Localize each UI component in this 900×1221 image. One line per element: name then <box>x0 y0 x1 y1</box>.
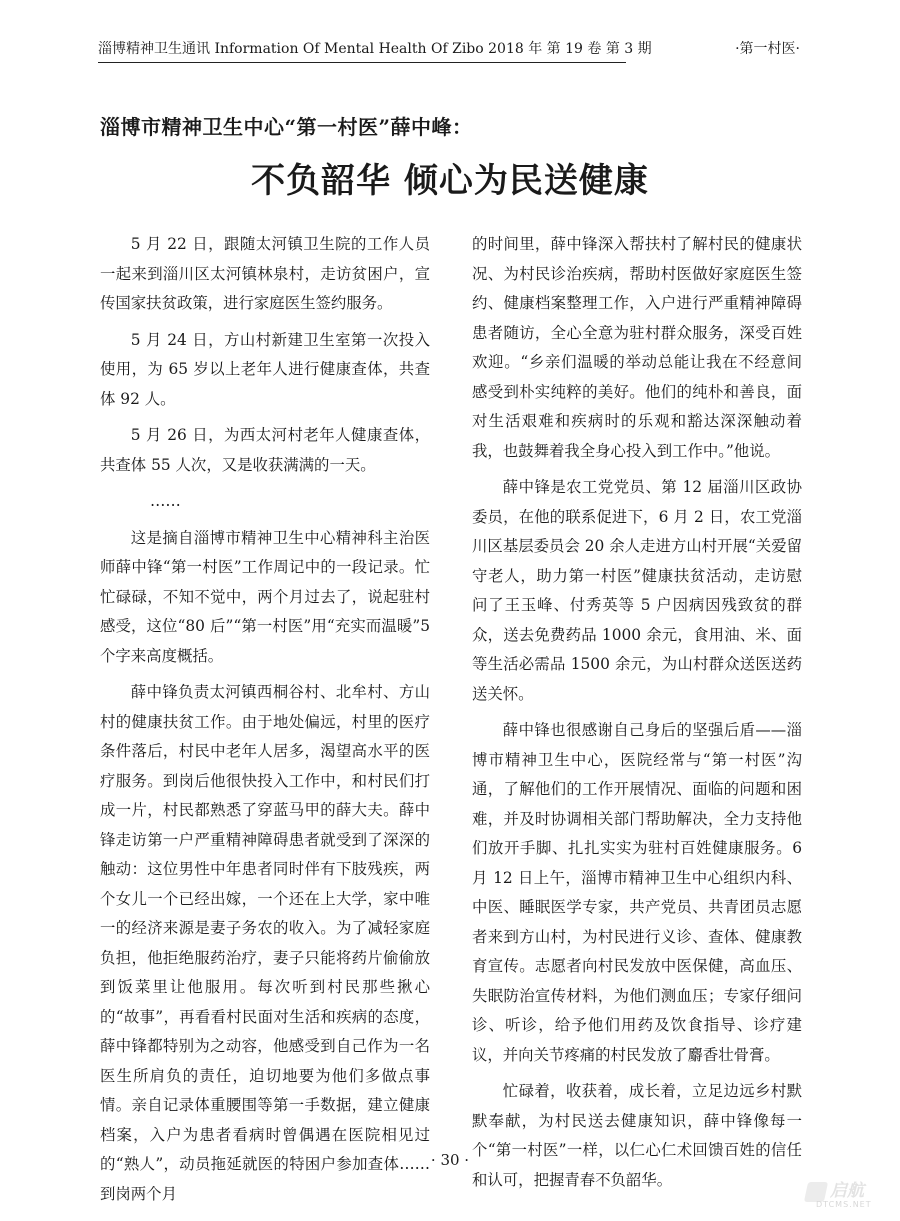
article-title: 不负韶华 倾心为民送健康 <box>251 161 649 201</box>
paragraph: 薛中锋也很感谢自己身后的坚强后盾——淄博市精神卫生中心，医院经常与“第一村医”沟通，了解他们的工作开展情况、面临的问题和困难，并及时协调相关部门帮助解决，全力支持他们放开手脚、扎扎实实为驻村百姓健康服务。6 月 12 日上午，淄博市精神卫生中心组织内科、中医、睡眠医学专家，共产党员、共青团员志愿者来到方山村，为村民进行义诊、查体、健康教育宣传。志愿者向村民发放中医保健，高血压、失眠防治宣传材料，为他们测血压；专家仔细问诊、听诊，给予他们用药及饮食指导、诊疗建议，并向关节疼痛的村民发放了麝香壮骨膏。 <box>472 721 802 1064</box>
article-subtitle: 淄博市精神卫生中心“第一村医”薛中峰： <box>100 115 473 139</box>
running-header <box>98 40 798 64</box>
left-column <box>100 230 430 1216</box>
right-column <box>472 230 802 1202</box>
journal-info: 淄博精神卫生通讯 Information Of Mental Health Of Zibo 2018 年 第 19 卷 第 3 期 <box>98 41 652 57</box>
section-label: ·第一村医· <box>735 41 800 57</box>
header-rule <box>98 62 626 63</box>
paragraph: 5 月 22 日，跟随太河镇卫生院的工作人员一起来到淄川区太河镇林泉村，走访贫困户，宣传国家扶贫政策，进行家庭医生签约服务。 <box>100 235 430 312</box>
paragraph-continued: 的时间里，薛中锋深入帮扶村了解村民的健康状况、为村民诊治疾病，帮助村医做好家庭医生签约、健康档案整理工作，入户进行严重精神障碍患者随访，全心全意为驻村群众服务，深受百姓欢迎。“乡亲们温暖的举动总能让我在不经意间感受到朴实纯粹的美好。他们的纯朴和善良，面对生活艰难和疾病时的乐观和豁达深深触动着我，也鼓舞着我全身心投入到工作中。”他说。 <box>472 235 802 460</box>
watermark-site: DTCMS.NET <box>816 1200 872 1209</box>
paragraph: 薛中锋负责太河镇西桐谷村、北牟村、方山村的健康扶贫工作。由于地处偏远，村里的医疗条件落后，村民中老年人居多，渴望高水平的医疗服务。到岗后他很快投入工作中，和村民们打成一片，村民都熟悉了穿蓝马甲的薛大夫。薛中锋走访第一户严重精神障碍患者就受到了深深的触动：这位男性中年患者同时伴有下肢残疾，两个女儿一个已经出嫁，一个还在上大学，家中唯一的经济来源是妻子务农的收入。为了减轻家庭负担，他拒绝服药治疗，妻子只能将药片偷偷放到饭菜里让他服用。每次听到村民那些揪心的“故事”，再看看村民面对生活和疾病的态度，薛中锋都特别为之动容，他感受到自己作为一名医生所肩负的责任，迫切地要为他们多做点事情。亲自记录体重腰围等第一手数据，建立健康档案，入户为患者看病时曾偶遇在医院相见过的“熟人”，动员拖延就医的特困户参加查体……到岗两个月 <box>100 683 430 1203</box>
page-number: · 30 · <box>430 1151 470 1169</box>
watermark-brand: 启航 <box>830 1181 864 1201</box>
paragraph: 5 月 24 日，方山村新建卫生室第一次投入使用，为 65 岁以上老年人进行健康查体，共查体 92 人。 <box>100 330 430 408</box>
paragraph: 薛中锋是农工党党员、第 12 届淄川区政协委员，在他的联系促进下，6 月 2 日，农工党淄川区基层委员会 20 余人走进方山村开展“关爱留守老人，助力第一村医”健康扶贫活动，走访慰问了王玉峰、付秀英等 5 户因病因残致贫的群众，送去免费药品 1000 余元，食用油、米、面等生活必需品 1500 余元，为山村群众送医送药送关怀。 <box>472 478 802 703</box>
paragraph: 5 月 26 日，为西太河村老年人健康查体，共查体 55 人次，又是收获满满的一天。 <box>100 426 430 474</box>
watermark-logo-icon <box>804 1182 828 1202</box>
paragraph: 忙碌着，收获着，成长着，立足边远乡村默默奉献，为村民送去健康知识，薛中锋像每一个“第一村医”一样，以仁心仁术回馈百姓的信任和认可，把握青春不负韶华。 <box>472 1082 802 1189</box>
watermark <box>806 1180 896 1212</box>
paragraph: 这是摘自淄博市精神卫生中心精神科主治医师薛中锋“第一村医”工作周记中的一段记录。忙忙碌碌，不知不觉中，两个月过去了，说起驻村感受，这位“80 后”“第一村医”用“充实而温暖”5 个字来高度概括。 <box>100 528 430 665</box>
ellipsis: …… <box>150 492 181 510</box>
